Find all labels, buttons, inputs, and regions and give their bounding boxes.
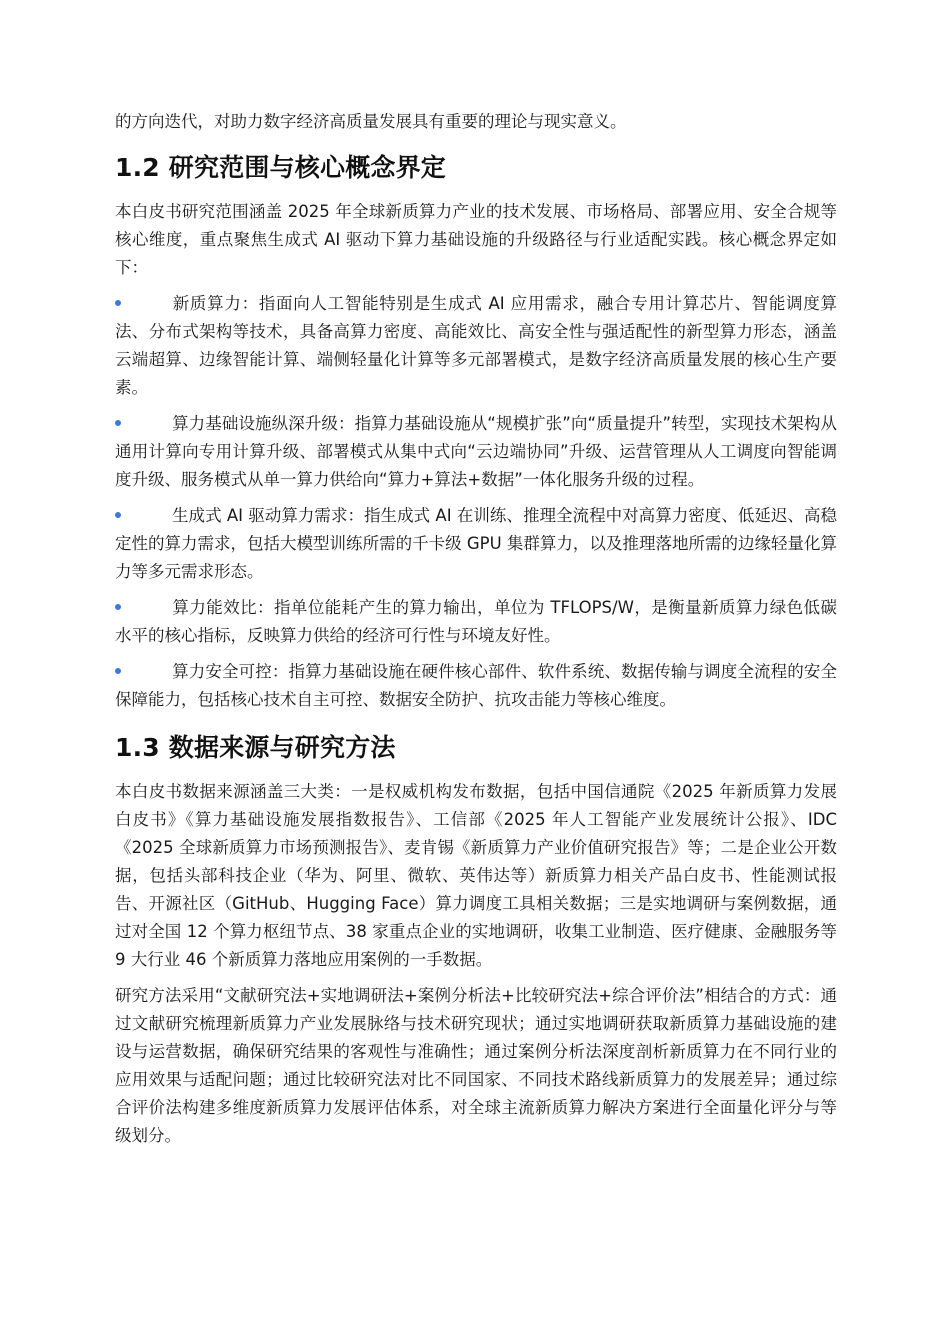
bullet-icon — [115, 420, 121, 426]
section-1-2-intro: 本白皮书研究范围涵盖 2025 年全球新质算力产业的技术发展、市场格局、部署应用、安全合规等核心维度，重点聚焦生成式 AI 驱动下算力基础设施的升级路径与行业适配实践。核心概念界定如下： — [115, 202, 837, 277]
section-heading-1-3: 1.3 数据来源与研究方法 — [115, 733, 396, 762]
concept-definition-list — [115, 290, 837, 714]
list-item-text: 新质算力：指面向人工智能特别是生成式 AI 应用需求，融合专用计算芯片、智能调度算法、分布式架构等技术，具备高算力密度、高能效比、高安全性与强适配性的新型算力形态，涵盖云端超算、边缘智能计算、端侧轻量化计算等多元部署模式，是数字经济高质量发展的核心生产要素。 — [115, 294, 837, 397]
lead-paragraph: 的方向迭代，对助力数字经济高质量发展具有重要的理论与现实意义。 — [115, 112, 627, 131]
section-1-3-paragraph-2: 研究方法采用“文献研究法+实地调研法+案例分析法+比较研究法+综合评价法”相结合的方式：通过文献研究梳理新质算力产业发展脉络与技术研究现状；通过实地调研获取新质算力基础设施的建设与运营数据，确保研究结果的客观性与准确性；通过案例分析法深度剖析新质算力在不同行业的应用效果与适配问题；通过比较研究法对比不同国家、不同技术路线新质算力的发展差异；通过综合评价法构建多维度新质算力发展评估体系，对全球主流新质算力解决方案进行全面量化评分与等级划分。 — [115, 986, 837, 1145]
list-item — [115, 502, 837, 586]
section-heading-1-2: 1.2 研究范围与核心概念界定 — [115, 153, 446, 182]
list-item-text: 算力基础设施纵深升级：指算力基础设施从“规模扩张”向“质量提升”转型，实现技术架构从通用计算向专用计算升级、部署模式从集中式向“云边端协同”升级、运营管理从人工调度向智能调度升级、服务模式从单一算力供给向“算力+算法+数据”一体化服务升级的过程。 — [115, 414, 837, 489]
list-item — [115, 410, 837, 494]
section-1-3-paragraph-1: 本白皮书数据来源涵盖三大类：一是权威机构发布数据，包括中国信通院《2025 年新质算力发展白皮书》《算力基础设施发展指数报告》、工信部《2025 年人工智能产业发展统计公报》、IDC《2025 全球新质算力市场预测报告》、麦肯锡《新质算力产业价值研究报告》等；二是企业公开数据，包括头部科技企业（华为、阿里、微软、英伟达等）新质算力相关产品白皮书、性能测试报告、开源社区（GitHub、Hugging Face）算力调度工具相关数据；三是实地调研与案例数据，通过对全国 12 个算力枢纽节点、38 家重点企业的实地调研，收集工业制造、医疗健康、金融服务等 9 大行业 46 个新质算力落地应用案例的一手数据。 — [115, 782, 837, 969]
list-item-text: 算力安全可控：指算力基础设施在硬件核心部件、软件系统、数据传输与调度全流程的安全保障能力，包括核心技术自主可控、数据安全防护、抗攻击能力等核心维度。 — [115, 662, 837, 709]
list-item-text: 算力能效比：指单位能耗产生的算力输出，单位为 TFLOPS/W，是衡量新质算力绿色低碳水平的核心指标，反映算力供给的经济可行性与环境友好性。 — [115, 598, 837, 645]
list-item — [115, 594, 837, 650]
bullet-icon — [115, 300, 121, 306]
list-item — [115, 658, 837, 714]
bullet-icon — [115, 604, 121, 610]
bullet-icon — [115, 668, 121, 674]
document-page — [115, 108, 837, 1158]
list-item-text: 生成式 AI 驱动算力需求：指生成式 AI 在训练、推理全流程中对高算力密度、低延迟、高稳定性的算力需求，包括大模型训练所需的千卡级 GPU 集群算力，以及推理落地所需的边缘轻量化算力等多元需求形态。 — [115, 506, 837, 581]
bullet-icon — [115, 512, 121, 518]
list-item — [115, 290, 837, 402]
